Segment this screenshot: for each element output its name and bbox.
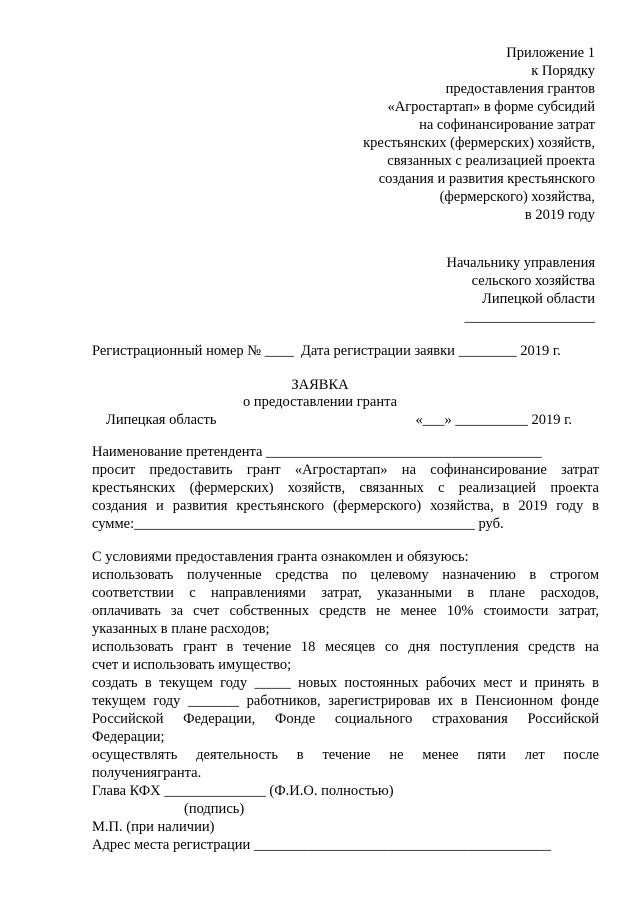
obligation-line: использовать грант в течение 18 месяцев со дня поступления средств на bbox=[92, 639, 599, 655]
appendix-line: Приложение 1 bbox=[506, 45, 595, 61]
document-subtitle: о предоставлении гранта bbox=[242, 394, 398, 410]
obligation-line: оплачивать за счет собственных средств не менее 10% стоимости затрат, bbox=[92, 603, 599, 619]
signature-caption: (подпись) bbox=[184, 801, 245, 817]
obligation-line: осуществлять деятельность в течение не менее пяти лет после bbox=[92, 747, 599, 763]
request-line: просит предоставить грант «Агростартап» на софинансирование затрат bbox=[92, 462, 599, 478]
obligation-line: создать в текущем году _____ новых постоянных рабочих мест и принять в bbox=[92, 675, 599, 691]
address-line: Адрес места регистрации _________________________________________ bbox=[92, 837, 552, 853]
appendix-line: (фермерского) хозяйства, bbox=[439, 189, 595, 205]
obligation-line: текущем году _______ работников, зарегистрировав их в Пенсионном фонде bbox=[92, 693, 599, 709]
conditions-intro: С условиями предоставления гранта ознакомлен и обязуюсь: bbox=[92, 549, 469, 565]
place-label: Липецкая область bbox=[106, 412, 217, 428]
obligation-line: счет и использовать имущество; bbox=[92, 657, 292, 673]
request-line: крестьянских (фермерских) хозяйств, связанных с реализацией проекта bbox=[92, 480, 599, 496]
appendix-line: связанных с реализацией проекта bbox=[387, 153, 595, 169]
obligation-line: соответствии с направлениями затрат, указанными в плане расходов, bbox=[92, 585, 599, 601]
appendix-line: к Порядку bbox=[531, 63, 595, 79]
appendix-line: в 2019 году bbox=[524, 207, 595, 223]
stamp-line: М.П. (при наличии) bbox=[92, 819, 215, 835]
appendix-line: на софинансирование затрат bbox=[419, 117, 595, 133]
obligation-line: Российской Федерации, Фонде социального страхования Российской bbox=[92, 711, 599, 727]
addressee-line: сельского хозяйства bbox=[471, 273, 595, 289]
addressee-line: Липецкой области bbox=[482, 291, 595, 307]
appendix-line: крестьянских (фермерских) хозяйств, bbox=[363, 135, 595, 151]
registration-line: Регистрационный номер № ____ Дата регистрации заявки ________ 2019 г. bbox=[92, 343, 561, 359]
request-line: сумме:_______________________________________________ руб. bbox=[92, 516, 504, 532]
addressee-blank: __________________ bbox=[464, 309, 595, 325]
request-line: создания и развития крестьянского (фермерского) хозяйства, в 2019 году в bbox=[92, 498, 599, 514]
document-title: ЗАЯВКА bbox=[291, 377, 349, 393]
appendix-line: «Агростартап» в форме субсидий bbox=[387, 99, 595, 115]
appendix-line: создания и развития крестьянского bbox=[378, 171, 595, 187]
applicant-line: Наименование претендента ______________________________________ bbox=[92, 444, 542, 460]
obligation-line: получениягранта. bbox=[92, 765, 202, 781]
head-signature-line: Глава КФХ ______________ (Ф.И.О. полностью) bbox=[92, 783, 394, 799]
obligation-line: указанных в плане расходов; bbox=[92, 621, 270, 637]
date-line: «___» __________ 2019 г. bbox=[415, 412, 572, 428]
obligation-line: Федерации; bbox=[92, 729, 165, 745]
addressee-line: Начальнику управления bbox=[446, 255, 595, 271]
appendix-line: предоставления грантов bbox=[445, 81, 595, 97]
obligation-line: использовать полученные средства по целевому назначению в строгом bbox=[92, 567, 599, 583]
